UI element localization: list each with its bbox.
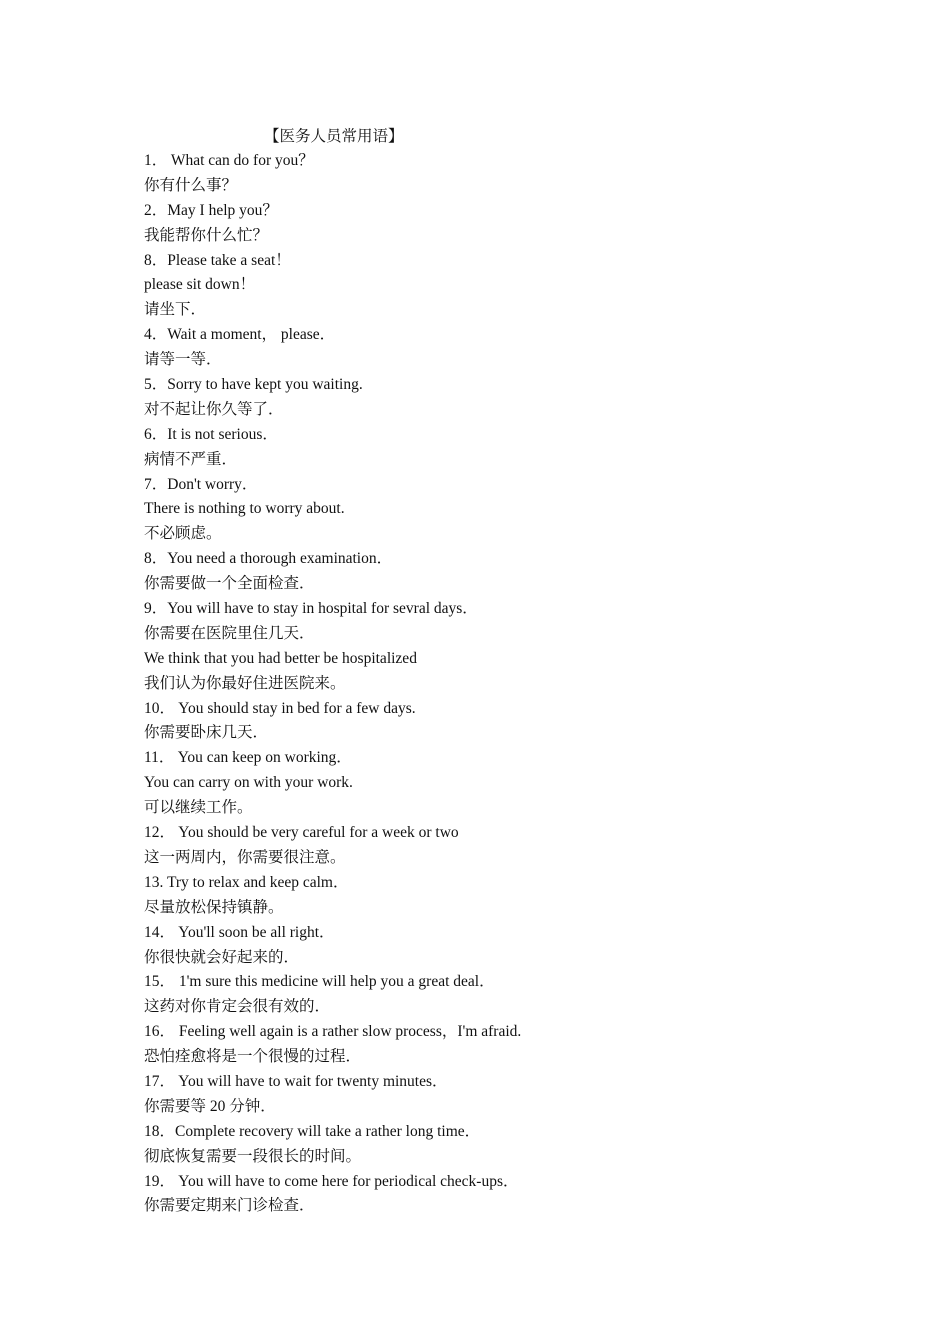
phrase-line: 我们认为你最好住进医院来。 [144, 674, 346, 692]
phrase-line: 11． You can keep on working． [144, 749, 352, 767]
phrase-line: 这药对你肯定会很有效的． [144, 998, 331, 1016]
phrase-line: 7．Don't worry． [144, 475, 258, 493]
phrase-line: 恐怕痊愈将是一个很慢的过程． [144, 1048, 362, 1066]
phrase-line: 8．Please take a seat！ [144, 251, 291, 269]
phrase-line: 请坐下． [144, 301, 207, 319]
phrase-line: 17． You will have to wait for twenty minutes． [144, 1072, 448, 1090]
phrase-line: You can carry on with your work. [144, 774, 353, 792]
phrase-line: 12． You should be very careful for a week or two [144, 824, 459, 842]
phrase-line: 14． You'll soon be all right． [144, 923, 335, 941]
phrase-line: 你需要等 20 分钟． [144, 1097, 276, 1115]
phrase-line: 这一两周内，你需要很注意。 [144, 848, 346, 866]
phrase-line: 8．You need a thorough examination． [144, 550, 393, 568]
phrase-line: We think that you had better be hospitalized [144, 649, 417, 667]
phrase-line: 16． Feeling well again is a rather slow process，I'm afraid. [144, 1023, 522, 1041]
phrase-line: 你有什么事？ [144, 176, 238, 194]
phrase-line: 请等一等． [144, 351, 222, 369]
phrase-line: 6．It is not serious． [144, 425, 278, 443]
phrase-line: 10． You should stay in bed for a few days. [144, 699, 416, 717]
phrase-line: 18．Complete recovery will take a rather long time． [144, 1122, 481, 1140]
phrase-line: 2．May I help you？ [144, 201, 278, 219]
phrase-line: 彻底恢复需要一段很长的时间。 [144, 1147, 362, 1165]
phrase-line: There is nothing to worry about. [144, 500, 345, 518]
phrase-line: 你需要定期来门诊检查． [144, 1197, 315, 1215]
phrase-line: 19． You will have to come here for periodical check-ups． [144, 1172, 519, 1190]
phrase-line: 尽量放松保持镇静。 [144, 898, 284, 916]
phrase-line: please sit down！ [144, 276, 256, 294]
document-title: 【医务人员常用语】 [264, 128, 404, 145]
phrase-line: 我能帮你什么忙？ [144, 226, 269, 244]
phrase-line: 你很快就会好起来的． [144, 948, 300, 966]
phrase-line: 病情不严重． [144, 450, 238, 468]
phrase-line: 5．Sorry to have kept you waiting. [144, 376, 363, 394]
phrase-line: 13. Try to relax and keep calm． [144, 873, 349, 891]
phrase-line: 你需要做一个全面检查． [144, 575, 315, 593]
phrase-list [144, 149, 521, 1219]
phrase-line: 你需要在医院里住几天． [144, 624, 315, 642]
phrase-line: 9．You will have to stay in hospital for sevral days． [144, 600, 478, 618]
phrase-line: 可以继续工作。 [144, 799, 253, 817]
phrase-line: 4．Wait a moment， please． [144, 326, 336, 344]
phrase-line: 你需要卧床几天． [144, 724, 269, 742]
phrase-line: 15． 1'm sure this medicine will help you a great deal． [144, 973, 495, 991]
phrase-line: 1． What can do for you？ [144, 152, 314, 169]
phrase-line: 不必顾虑。 [144, 525, 222, 543]
phrase-line: 对不起让你久等了． [144, 400, 284, 418]
